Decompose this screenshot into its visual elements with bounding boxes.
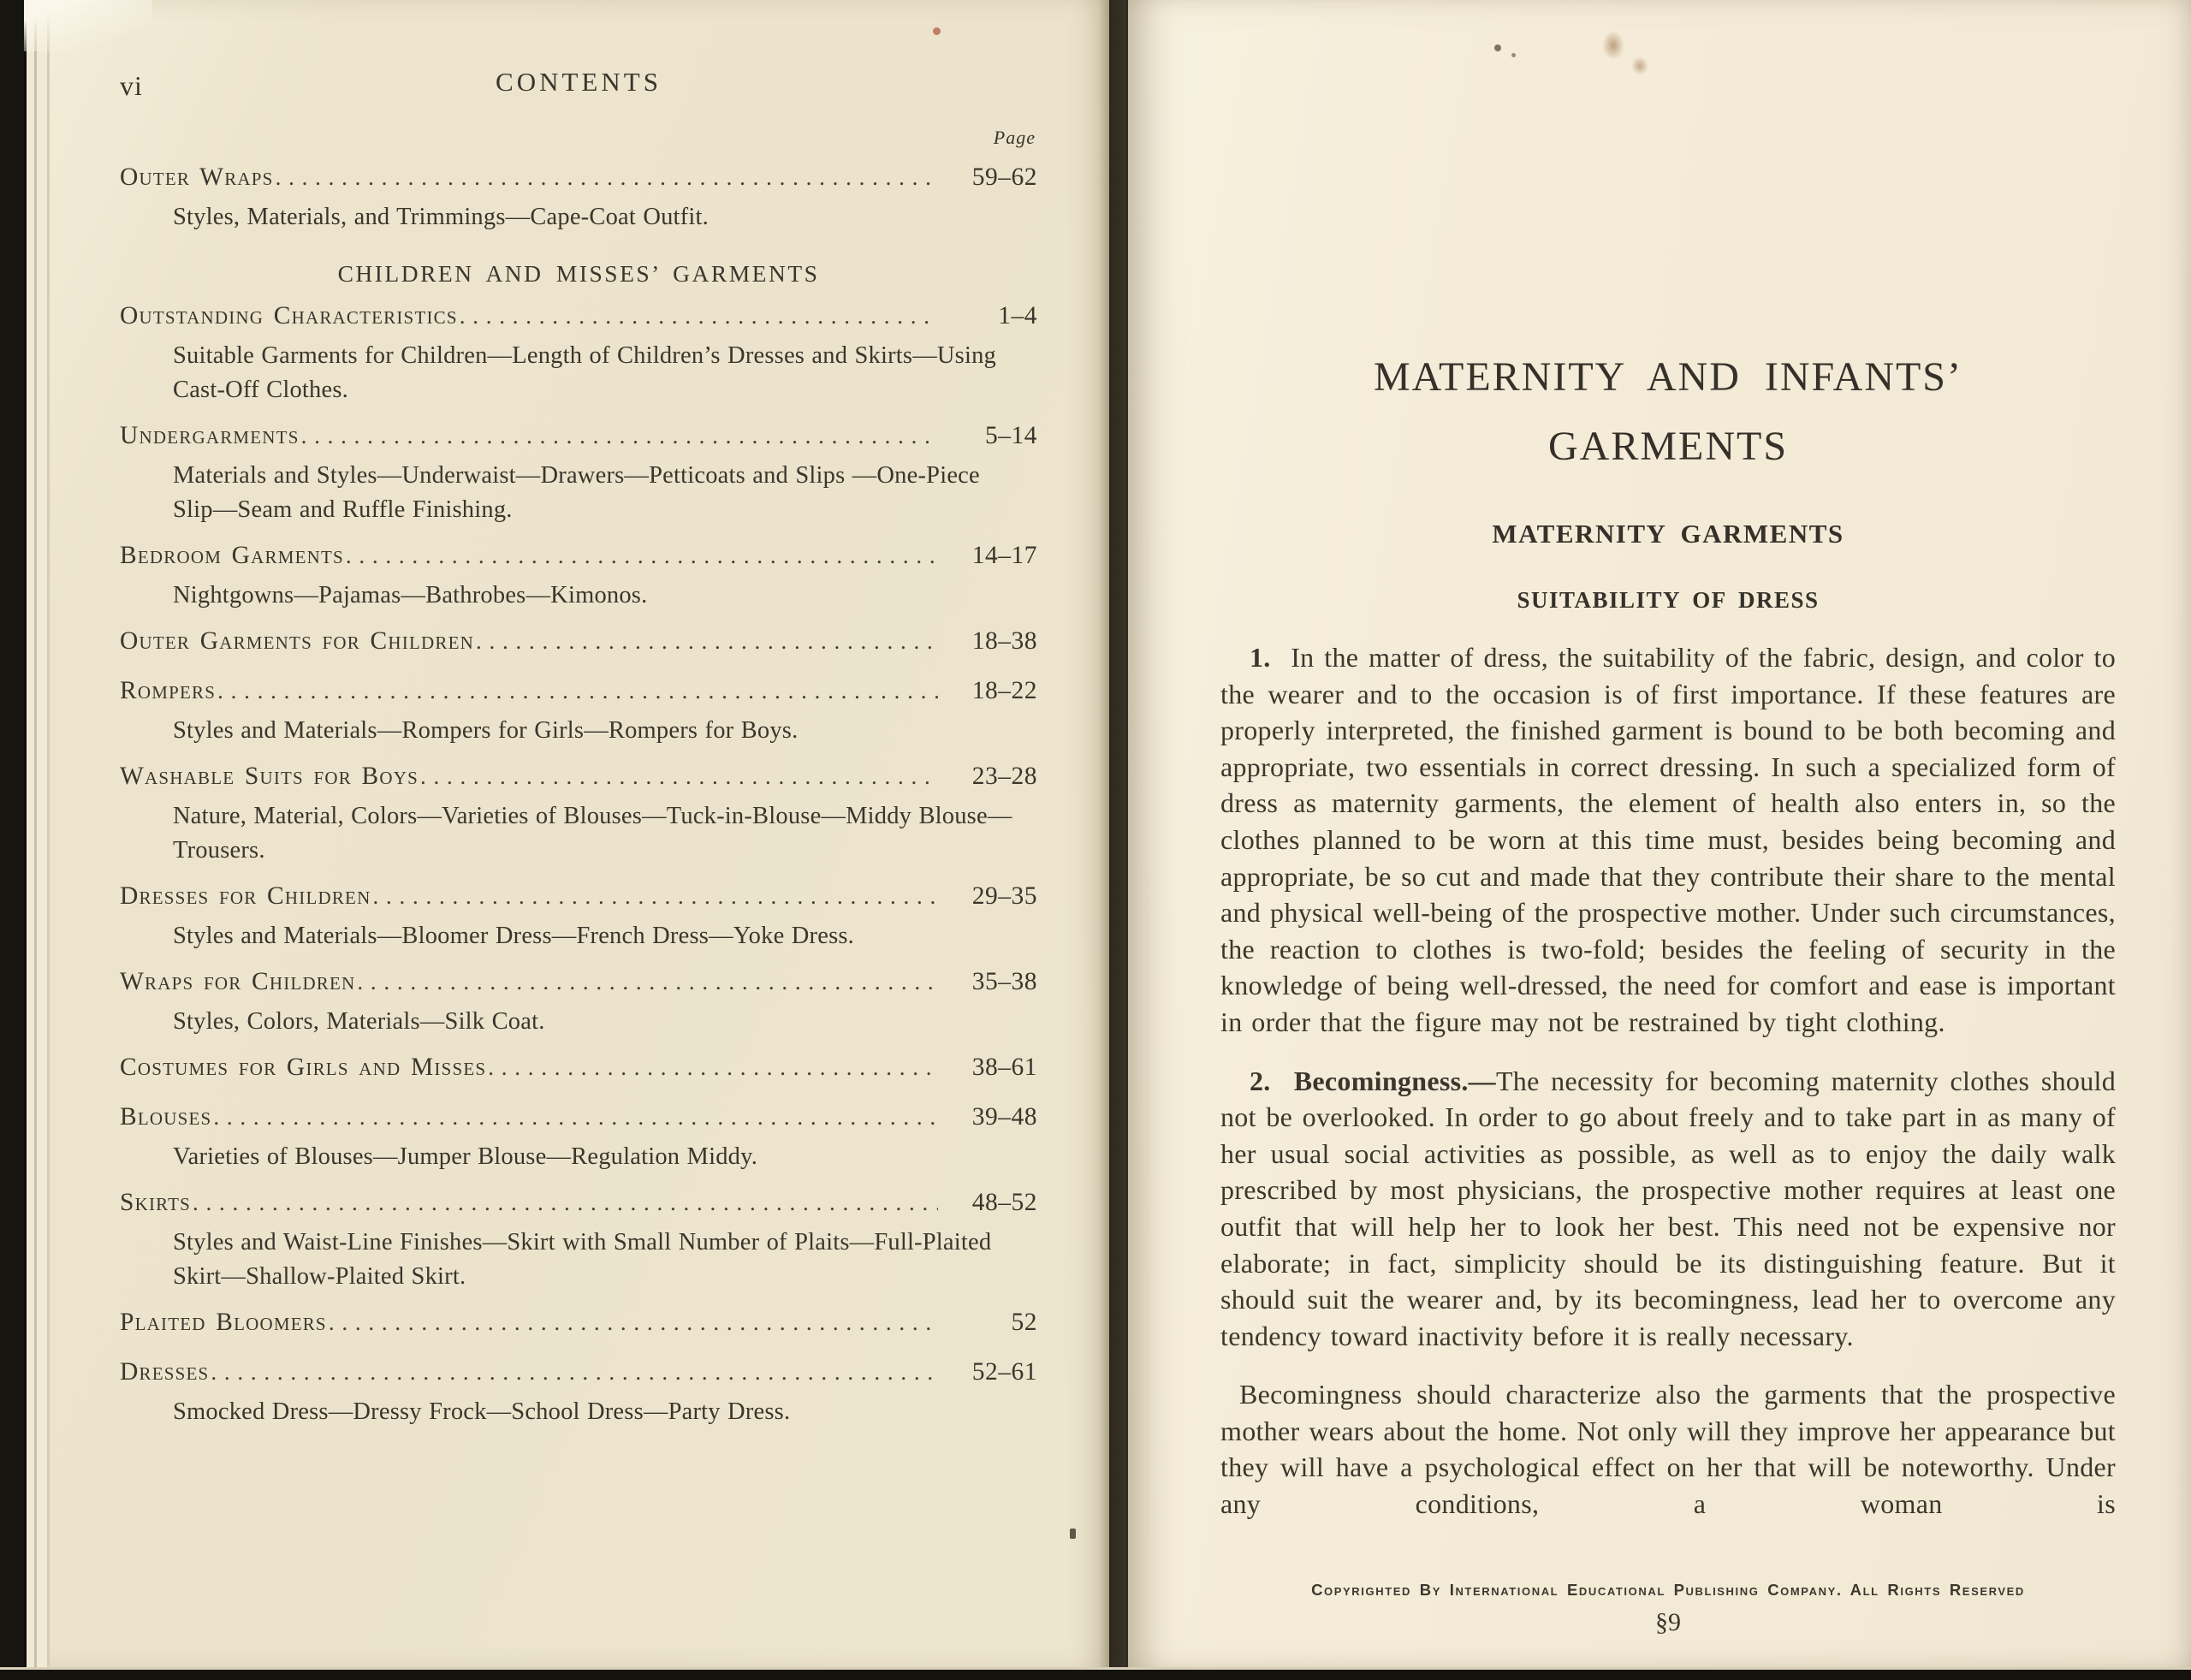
toc-entry-description: Styles, Materials, and Trimmings—Cape-Coat Outfit. [173, 204, 709, 230]
toc-dot-leader [276, 160, 938, 199]
book-bottom-edge [0, 1667, 2191, 1680]
toc-entry-description: Styles and Waist-Line Finishes—Skirt with Small Number of Plaits—Full-Plaited Skirt—Shallow-Plaited Skirt. [173, 1229, 992, 1290]
toc-entry-pages: 18–38 [971, 627, 1037, 655]
toc-entry-pages: 14–17 [971, 542, 1037, 569]
toc-dot-leader [488, 1050, 938, 1089]
paragraph-text: In the matter of dress, the suitability of the fabric, design, and color to the wearer and to the occasion is of first importance. If these features are properly interpreted, the finished garment is bound to be both becoming and appropriate, two essentials in correct dressing. In such a specialized form of dress as maternity garments, the element of health also enters in, so the clothes planned to be worn at this time must, besides being becoming and appropriate, be so cut and made that they contribute their share to the mental and physical well-being of the prospective mother. Under such circumstances, the reaction to clothes is two-fold; besides the feeling of security in the knowledge of being well-dressed, the need for comfort and ease is important in order that the figure may not be restrained by tight clothing. [1220, 642, 2116, 1037]
toc-entry-label: Undergarments [120, 422, 300, 449]
toc-entry-label: Blouses [120, 1103, 212, 1131]
toc-entry-label: Skirts [120, 1189, 192, 1216]
toc-entry-label: Outer Garments for Children [120, 627, 474, 655]
paragraph-text: The necessity for becoming maternity clothes should not be overlooked. In order to go about freely and to take part in as many of her usual social activities as possible, as well as to enjoy the daily walk prescribed by most physicians, the prospective mother requires at least one outfit that will help her to look her best. This need not be expensive nor elaborate; in fact, simplicity should be its distinguishing feature. But it should suit the wearer and, by its becomingness, lead her to overcome any tendency toward inactivity before it is really necessary. [1220, 1065, 2116, 1351]
toc-entry [120, 674, 1037, 748]
toc-dot-leader [420, 759, 938, 798]
toc-entry [120, 624, 1037, 662]
toc-entry-pages: 1–4 [998, 302, 1037, 329]
toc-entry-description: Nature, Material, Colors—Varieties of Blouses—Tuck-in-Blouse—Middy Blouse—Trousers. [173, 803, 1012, 864]
table-of-contents [120, 160, 1037, 1429]
chapter-title [1220, 342, 2116, 481]
toc-entry-label: Dresses [120, 1358, 210, 1386]
toc-dot-leader [217, 674, 938, 712]
paragraph-text: Becomingness should characterize also the garments that the prospective mother wears about the home. Not only will they improve her appearance but they will have a psychological effect on her that will be noteworthy. Under any conditions, a woman is [1220, 1379, 2116, 1520]
copyright-notice: Copyrighted By International Educational Publishing Company. All Rights Reserved [1311, 1581, 2025, 1599]
toc-entry [120, 1305, 1037, 1344]
toc-dot-leader [372, 879, 938, 917]
toc-entry-description: Materials and Styles—Underwaist—Drawers—Petticoats and Slips —One-Piece Slip—Seam and Ruffle Finishing. [173, 462, 980, 523]
paragraph-lead: Becomingness.— [1293, 1065, 1496, 1096]
toc-entry [120, 1355, 1037, 1429]
toc-entry [120, 1185, 1037, 1294]
toc-entry-pages: 48–52 [971, 1189, 1037, 1216]
toc-dot-leader [346, 538, 938, 577]
toc-entry-label: Plaited Bloomers [120, 1309, 327, 1336]
toc-entry-pages: 59–62 [971, 163, 1037, 191]
toc-dot-leader [476, 624, 938, 662]
contents-page-body [120, 67, 1037, 1436]
toc-dot-leader [460, 299, 938, 337]
page-stack-edges [24, 0, 58, 1668]
toc-entry-label: Wraps for Children [120, 968, 356, 995]
toc-dot-leader [357, 965, 938, 1003]
toc-entry [120, 965, 1037, 1039]
toc-dot-leader [193, 1185, 938, 1224]
toc-entry [120, 879, 1037, 953]
toc-entry-pages: 5–14 [985, 422, 1037, 449]
page-column-label: Page [993, 127, 1036, 148]
paragraph-1 [1220, 639, 2116, 1041]
toc-entry [120, 1050, 1037, 1089]
page-corner-highlight [24, 0, 152, 51]
toc-entry-pages: 35–38 [971, 968, 1037, 995]
toc-entry [120, 538, 1037, 613]
contents-title: CONTENTS [496, 67, 662, 97]
left-page [24, 0, 1109, 1668]
section-page-mark: §9 [1655, 1608, 1681, 1636]
paragraph-2 [1220, 1063, 2116, 1355]
toc-entry-label: Dresses for Children [120, 882, 371, 910]
chapter-subtitle: MATERNITY GARMENTS [1492, 519, 1844, 549]
section-heading: SUITABILITY OF DRESS [1517, 587, 1820, 613]
chapter-page-body [1220, 0, 2116, 1668]
folio-number: vi [120, 70, 143, 101]
toc-entry-pages: 29–35 [971, 882, 1037, 910]
toc-entry-description: Smocked Dress—Dressy Frock—School Dress—Party Dress. [173, 1398, 791, 1425]
toc-entry [120, 160, 1037, 234]
toc-entry-description: Nightgowns—Pajamas—Bathrobes—Kimonos. [173, 582, 648, 608]
toc-entry-label: Outstanding Characteristics [120, 302, 458, 329]
toc-entry [120, 299, 1037, 407]
chapter-title-line2: GARMENTS [1547, 424, 1789, 469]
toc-dot-leader [329, 1305, 938, 1344]
toc-entry-description: Suitable Garments for Children—Length of Children’s Dresses and Skirts—Using Cast-Off Clothes. [173, 342, 996, 403]
toc-entry-pages: 39–48 [971, 1103, 1037, 1131]
paragraph-number: 1. [1250, 642, 1271, 673]
toc-entry [120, 1100, 1037, 1174]
toc-entry-pages: 38–61 [971, 1054, 1037, 1081]
toc-entry-pages: 18–22 [971, 677, 1037, 704]
toc-entry-description: Styles and Materials—Rompers for Girls—Rompers for Boys. [173, 717, 799, 744]
toc-entry-description: Varieties of Blouses—Jumper Blouse—Regulation Middy. [173, 1143, 758, 1170]
toc-dot-leader [213, 1100, 938, 1138]
chapter-title-line1: MATERNITY AND INFANTS’ [1374, 354, 1962, 400]
contents-header [120, 67, 1037, 106]
toc-entry-label: Washable Suits for Boys [120, 763, 419, 790]
right-page [1128, 0, 2191, 1668]
toc-entry [120, 419, 1037, 527]
toc-entry-label: Outer Wraps [120, 163, 274, 191]
toc-entry-description: Styles, Colors, Materials—Silk Coat. [173, 1008, 545, 1035]
toc-entry-description: Styles and Materials—Bloomer Dress—French Dress—Yoke Dress. [173, 923, 854, 949]
toc-entry-label: Rompers [120, 677, 217, 704]
paragraph-3 [1220, 1376, 2116, 1522]
toc-dot-leader [211, 1355, 938, 1393]
toc-dot-leader [301, 419, 938, 457]
toc-section-heading: CHILDREN AND MISSES’ GARMENTS [337, 260, 820, 287]
toc-entry-pages: 52–61 [971, 1358, 1037, 1386]
toc-entry [120, 759, 1037, 868]
toc-entry-pages: 52 [1011, 1309, 1037, 1336]
paragraph-number: 2. [1250, 1065, 1271, 1096]
toc-entry-label: Costumes for Girls and Misses [120, 1054, 487, 1081]
toc-entry-label: Bedroom Garments [120, 542, 344, 569]
toc-entry-pages: 23–28 [971, 763, 1037, 790]
